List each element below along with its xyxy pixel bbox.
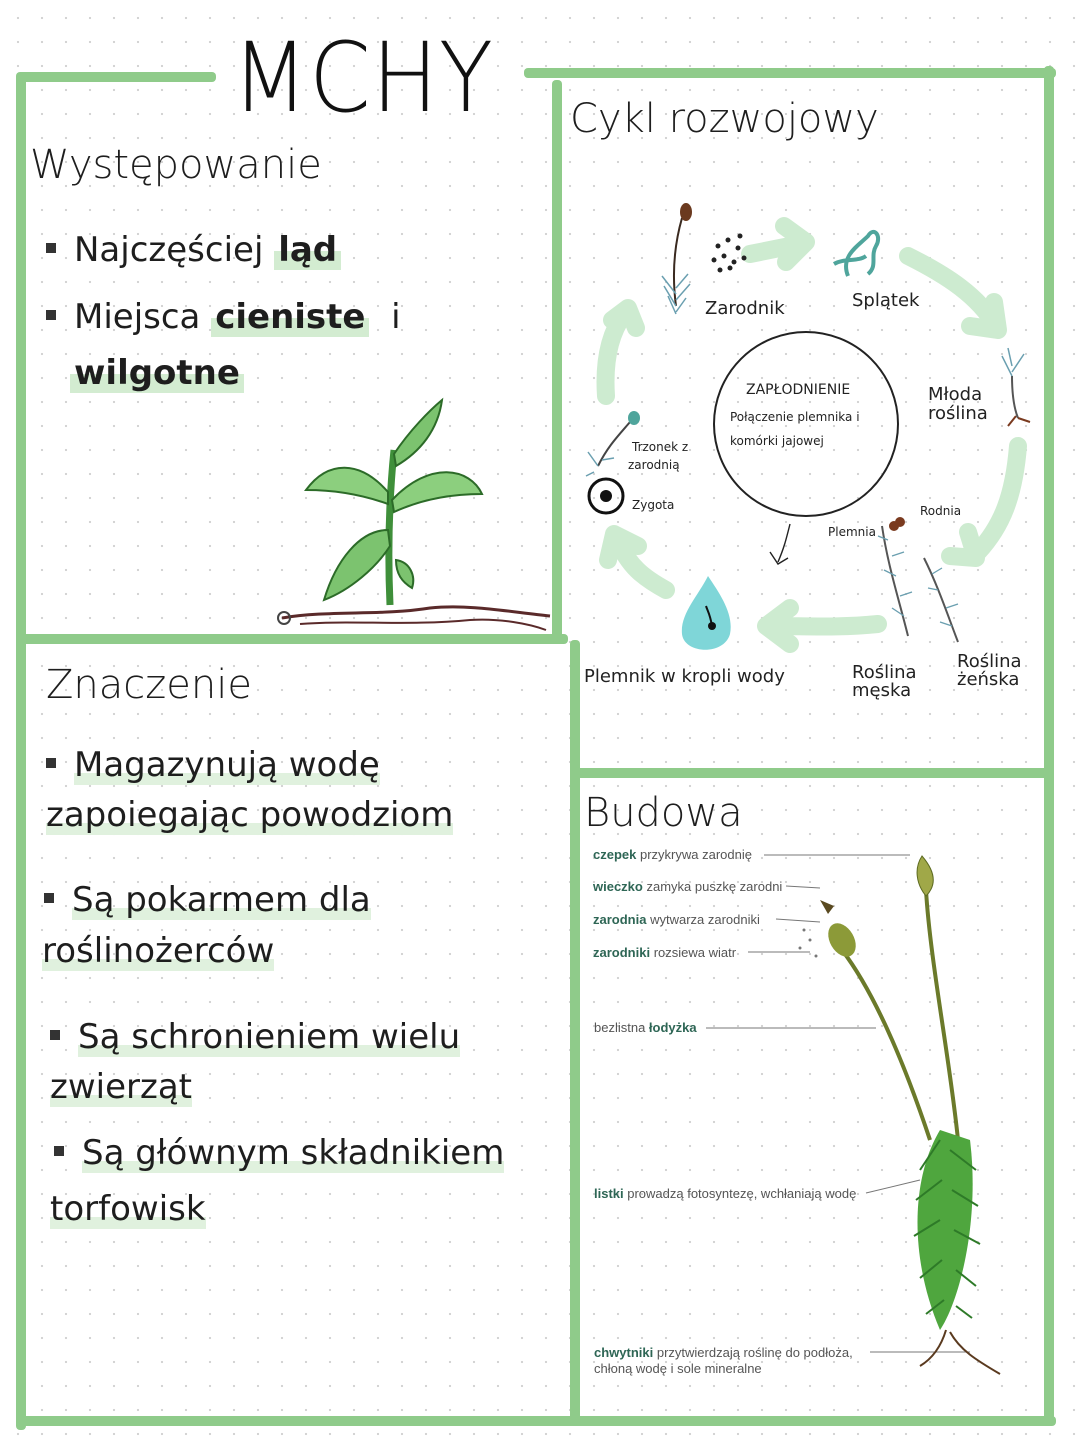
znaczenie-item-4: Są głównym składnikiem <box>54 1128 504 1179</box>
frame-middle-vertical-lower <box>570 640 580 1420</box>
label-roslina-meska-2: męska <box>852 680 912 701</box>
label-zaplodnienie: ZAPŁODNIENIE <box>746 382 851 398</box>
label-zaplodnienie-desc-2: komórki jajowej <box>730 434 824 448</box>
frame-bottom <box>16 1416 1056 1426</box>
wystepowanie-item-2: Miejsca cieniste i <box>46 292 401 343</box>
wystepowanie-item-2-cont: wilgotne <box>70 348 244 399</box>
budowa-label-zarodniki: zarodniki rozsiewa wiatr <box>593 945 737 960</box>
budowa-label-listki: listki prowadzą fotosyntezę, wchłaniają wodę <box>594 1186 857 1201</box>
label-roslina-zenska-2: żeńska <box>957 669 1020 690</box>
znaczenie-item-3-cont: zwierząt <box>50 1067 193 1107</box>
label-trzonek-2: zarodnią <box>628 458 680 472</box>
label-roslina-zenska-1: Roślina <box>957 651 1022 672</box>
section-heading-znaczenie: Znaczenie <box>46 662 252 708</box>
bullet-icon <box>54 1146 64 1156</box>
frame-right-divider <box>572 768 1054 778</box>
section-heading-cykl: Cykl rozwojowy <box>570 96 879 142</box>
budowa-label-chwytniki: chwytniki przytwierdzają roślinę do podłoża, <box>594 1345 853 1360</box>
budowa-label-czepek: czepek przykrywa zarodnię <box>593 847 752 862</box>
budowa-label-chwytniki-line2: chłoną wodę i sole mineralne <box>594 1361 762 1376</box>
frame-top-right <box>524 68 1056 78</box>
label-mloda-roslina-1: Młoda <box>928 384 983 405</box>
bullet-icon <box>46 243 56 253</box>
label-plemnia: Plemnia <box>828 525 876 539</box>
label-zaplodnienie-desc-1: Połączenie plemnika i <box>730 410 860 424</box>
label-trzonek-1: Trzonek z <box>632 440 689 454</box>
znaczenie-item-4-cont: torfowisk <box>50 1189 206 1229</box>
label-rodnia: Rodnia <box>920 504 962 518</box>
label-splatek: Splątek <box>852 290 920 311</box>
frame-left <box>16 72 26 1430</box>
znaczenie-item-3: Są schronieniem wielu <box>50 1012 460 1063</box>
znaczenie-item-1: Magazynują wodę <box>46 740 380 791</box>
bullet-icon <box>44 893 54 903</box>
frame-right <box>1044 66 1054 1426</box>
znaczenie-item-1-cont: zapoiegając powodziom <box>46 795 454 835</box>
budowa-label-zarodnia: zarodnia wytwarza zarodniki <box>593 912 760 927</box>
label-zarodnik: Zarodnik <box>705 298 785 319</box>
section-heading-wystepowanie: Występowanie <box>30 142 322 188</box>
page-title: MCHY <box>232 22 494 134</box>
bullet-icon <box>46 310 56 320</box>
sprout-illustration <box>270 390 560 640</box>
znaczenie-item-2: Są pokarmem dla <box>44 875 371 926</box>
label-mloda-roslina-2: roślina <box>928 403 988 424</box>
frame-top-left <box>18 72 216 82</box>
label-roslina-meska-1: Roślina <box>852 662 917 683</box>
znaczenie-item-2-cont: roślinożerców <box>42 931 275 971</box>
section-heading-budowa: Budowa <box>584 790 743 836</box>
life-cycle-diagram <box>578 196 1044 716</box>
budowa-label-wieczko: wieczko zamyka puszkę zarodni <box>593 879 783 894</box>
label-plemnik: Plemnik w kropli wody <box>584 666 785 687</box>
label-zygota: Zygota <box>632 498 675 512</box>
budowa-label-lodyzka: bezlistna łodyżka <box>594 1020 697 1035</box>
bullet-icon <box>50 1030 60 1040</box>
wystepowanie-item-1: Najczęściej ląd <box>46 225 341 276</box>
bullet-icon <box>46 758 56 768</box>
